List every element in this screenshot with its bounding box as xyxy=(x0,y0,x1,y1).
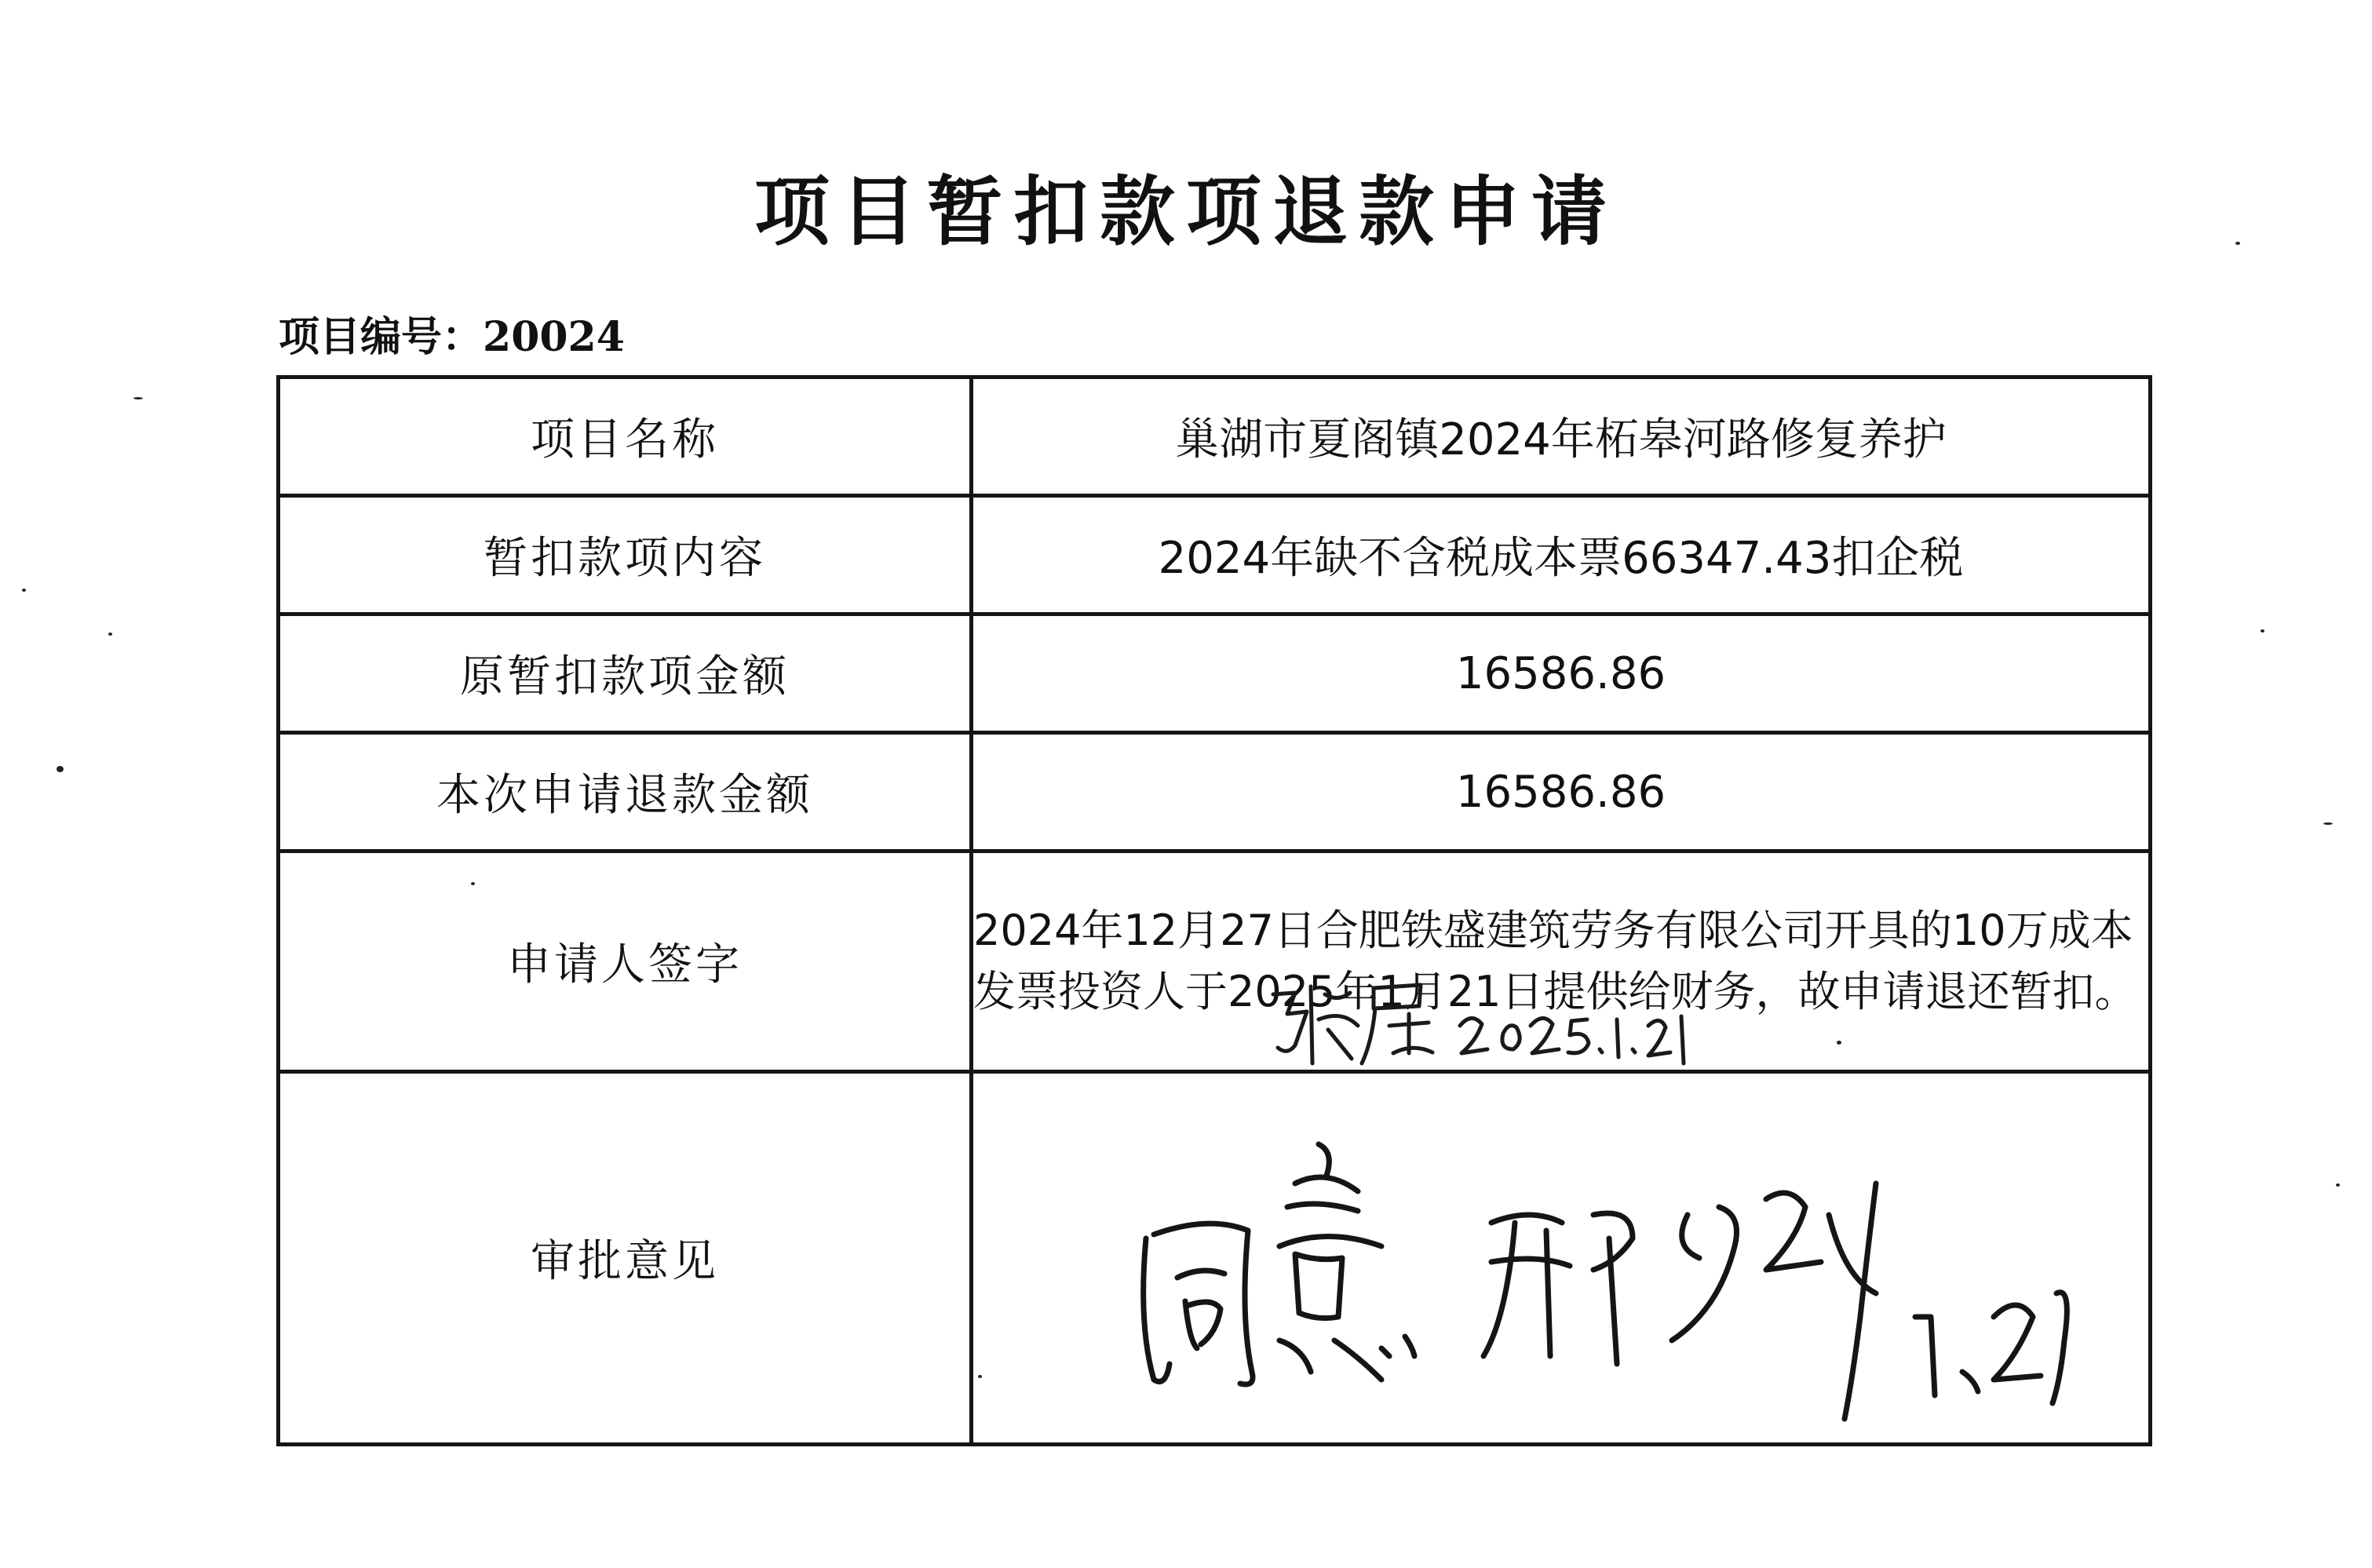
applicant-handwritten-signature xyxy=(1264,971,1703,1073)
applicant-statement-cell xyxy=(972,851,2151,1072)
applicant-statement: 2024年12月27日合肥铁盛建筑劳务有限公司开具的10万成本发票投资人于2025年1月21日提供给财务，故申请退还暂扣。 xyxy=(973,906,2137,1016)
approval-handwritten-signature xyxy=(1122,1121,2143,1435)
label-applicant-signature: 申请人签字 xyxy=(279,851,972,1072)
value-project-name: 巢湖市夏阁镇2024年柘皋河路修复养护 xyxy=(972,377,2151,496)
document-title: 项目暂扣款项退款申请 xyxy=(754,168,1618,256)
table-row-applicant xyxy=(279,851,2151,1072)
label-original-amount: 原暂扣款项金额 xyxy=(279,614,972,733)
scan-speck xyxy=(2261,629,2264,633)
table-row-original-amount xyxy=(279,614,2151,733)
project-number-label: 项目编号： xyxy=(279,314,484,361)
refund-application-table xyxy=(276,375,2152,1446)
table-row-refund-amount xyxy=(279,733,2151,851)
scan-speck xyxy=(57,766,64,772)
scan-speck xyxy=(2323,822,2333,825)
scan-speck xyxy=(1837,1041,1841,1045)
table-row-approval xyxy=(279,1072,2151,1445)
label-approval-opinion: 审批意见 xyxy=(279,1072,972,1445)
scan-speck xyxy=(108,633,112,636)
value-original-amount: 16586.86 xyxy=(972,614,2151,733)
table-row-withheld-content xyxy=(279,496,2151,614)
scan-speck xyxy=(471,882,475,885)
scan-speck xyxy=(2235,242,2240,245)
scan-speck xyxy=(133,397,143,399)
approval-opinion-cell xyxy=(972,1072,2151,1445)
value-refund-amount: 16586.86 xyxy=(972,733,2151,851)
scan-speck xyxy=(978,1375,982,1378)
table-row-project-name xyxy=(279,377,2151,496)
scan-speck xyxy=(22,589,26,592)
project-number xyxy=(279,310,625,365)
scan-speck xyxy=(2336,1183,2340,1187)
value-withheld-content: 2024年缺不含税成本票66347.43扣企税 xyxy=(972,496,2151,614)
label-refund-amount: 本次申请退款金额 xyxy=(279,733,972,851)
project-number-value: 20024 xyxy=(483,313,625,361)
label-project-name: 项目名称 xyxy=(279,377,972,496)
label-withheld-content: 暂扣款项内容 xyxy=(279,496,972,614)
